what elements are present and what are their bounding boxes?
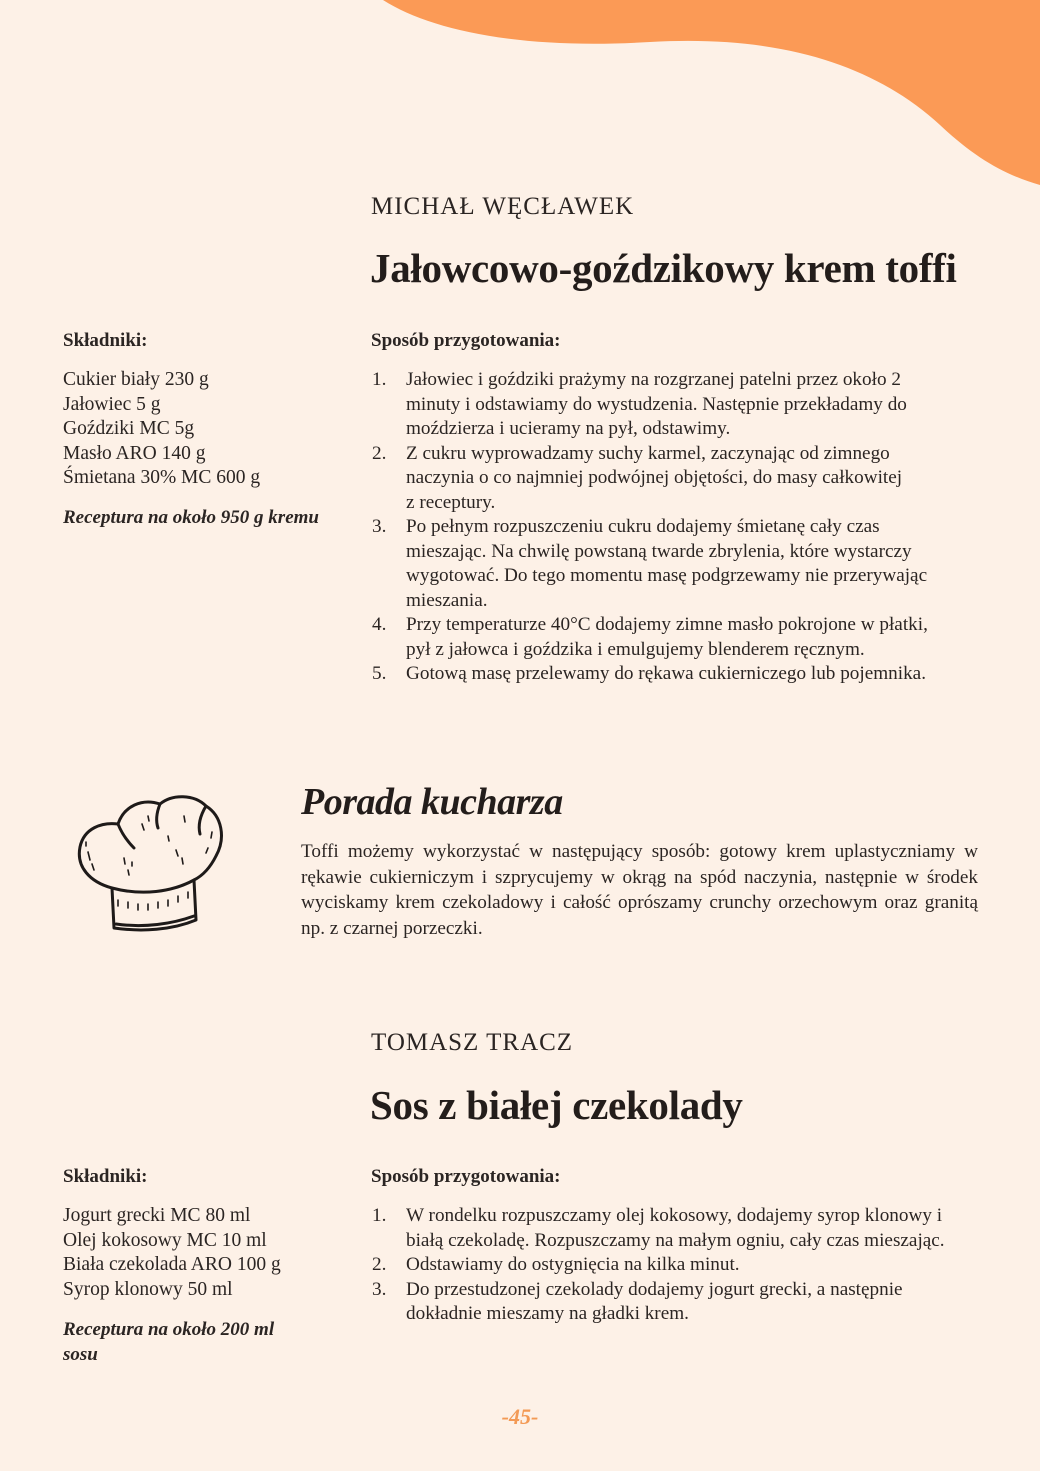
ingredient-item: Jałowiec 5 g <box>63 393 161 415</box>
step-item <box>372 1253 945 1278</box>
recipe2-title: Sos z białej czekolady <box>370 1082 743 1128</box>
step-number: 3. <box>372 1278 387 1300</box>
step-item <box>372 1204 945 1253</box>
step-line: dokładnie mieszamy na gładki krem. <box>406 1303 689 1324</box>
step-line: naczynia o co najmniej podwójnej objętości, do masy całkowitej <box>406 467 903 488</box>
step-number: 5. <box>372 663 387 684</box>
orange-wave-decoration <box>0 0 1040 200</box>
recipe1-title: Jałowcowo-goździkowy krem toffi <box>370 245 957 291</box>
step-line: minuty i odstawiamy do wystudzenia. Następnie przekładamy do <box>406 393 907 415</box>
step-line: mieszając. Na chwilę powstaną twarde zbrylenia, które wystarczy <box>406 540 912 562</box>
yield-line: Receptura na około 200 ml <box>63 1319 275 1340</box>
ingredient-item: Syrop klonowy 50 ml <box>63 1278 233 1300</box>
step-line: Gotową masę przelewamy do rękawa cukierniczego lub pojemnika. <box>406 663 926 684</box>
ingredient-item: Goździki MC 5g <box>63 418 195 439</box>
step-line: Po pełnym rozpuszczeniu cukru dodajemy śmietanę cały czas <box>406 516 880 537</box>
tip-text: Toffi możemy wykorzystać w następujący sposób: gotowy krem uplastyczniamy w rękawie cukierniczym i szprycujemy w okrąg na spód naczynia, następnie w środek wyciskamy krem czekoladowy i całość oprószamy crunchy orzechowym oraz granitą np. z czarnej porzeczki. <box>301 841 978 939</box>
step-number: 2. <box>372 1254 387 1275</box>
ingredient-item: Olej kokosowy MC 10 ml <box>63 1229 267 1251</box>
ingredient-item: Biała czekolada ARO 100 g <box>63 1254 281 1275</box>
step-line: Z cukru wyprowadzamy suchy karmel, zaczynając od zimnego <box>406 442 890 464</box>
ingredient-item: Jogurt grecki MC 80 ml <box>63 1205 251 1226</box>
page-number: -45- <box>501 1404 539 1429</box>
tip-title: Porada kucharza <box>301 781 563 823</box>
recipe2-steps <box>372 1204 945 1327</box>
step-line: Odstawiamy do ostygnięcia na kilka minut. <box>406 1254 740 1275</box>
step-line: mieszania. <box>406 589 488 611</box>
recipe2-ingredients-label: Składniki: <box>63 1166 148 1187</box>
step-line: Jałowiec i goździki prażymy na rozgrzanej patelni przez około 2 <box>406 369 901 390</box>
step-number: 1. <box>372 1205 387 1226</box>
step-item <box>372 515 928 613</box>
step-line: białą czekoladę. Rozpuszczamy na małym ogniu, cały czas mieszając. <box>406 1229 945 1251</box>
recipe1-yield: Receptura na około 950 g kremu <box>63 507 319 528</box>
yield-line: sosu <box>63 1344 98 1365</box>
chef-hat-icon <box>72 792 232 940</box>
ingredient-item: Masło ARO 140 g <box>63 442 206 464</box>
step-item <box>372 368 928 442</box>
step-line: Do przestudzonej czekolady dodajemy jogurt grecki, a następnie <box>406 1278 903 1300</box>
recipe2-author: TOMASZ TRACZ <box>371 1029 574 1056</box>
step-number: 3. <box>372 516 387 537</box>
ingredient-item: Cukier biały 230 g <box>63 369 209 390</box>
step-item <box>372 1278 945 1327</box>
recipe1-method-label: Sposób przygotowania: <box>371 330 561 351</box>
recipe2-yield <box>63 1317 274 1367</box>
step-line: moździerza i ucieramy na pył, odstawimy. <box>406 418 731 439</box>
step-line: pył z jałowca i goździka i emulgujemy blenderem ręcznym. <box>406 638 865 660</box>
recipe1-author: MICHAŁ WĘCŁAWEK <box>371 193 635 220</box>
step-number: 1. <box>372 369 387 390</box>
step-item <box>372 613 928 662</box>
recipe1-ingredients-list <box>63 368 260 491</box>
step-line: wygotować. Do tego momentu masę podgrzewamy nie przerywając <box>406 565 928 586</box>
ingredient-item: Śmietana 30% MC 600 g <box>63 467 261 488</box>
step-number: 4. <box>372 614 387 635</box>
recipe2-method-label: Sposób przygotowania: <box>371 1166 561 1187</box>
step-number: 2. <box>372 442 387 464</box>
recipe1-ingredients-label: Składniki: <box>63 330 148 351</box>
step-line: z receptury. <box>406 491 496 513</box>
step-item <box>372 442 928 516</box>
recipe2-ingredients-list <box>63 1204 281 1302</box>
step-item <box>372 662 928 687</box>
step-line: W rondelku rozpuszczamy olej kokosowy, dodajemy syrop klonowy i <box>406 1205 943 1226</box>
step-line: Przy temperaturze 40°C dodajemy zimne masło pokrojone w płatki, <box>406 614 928 635</box>
recipe1-steps <box>372 368 928 687</box>
